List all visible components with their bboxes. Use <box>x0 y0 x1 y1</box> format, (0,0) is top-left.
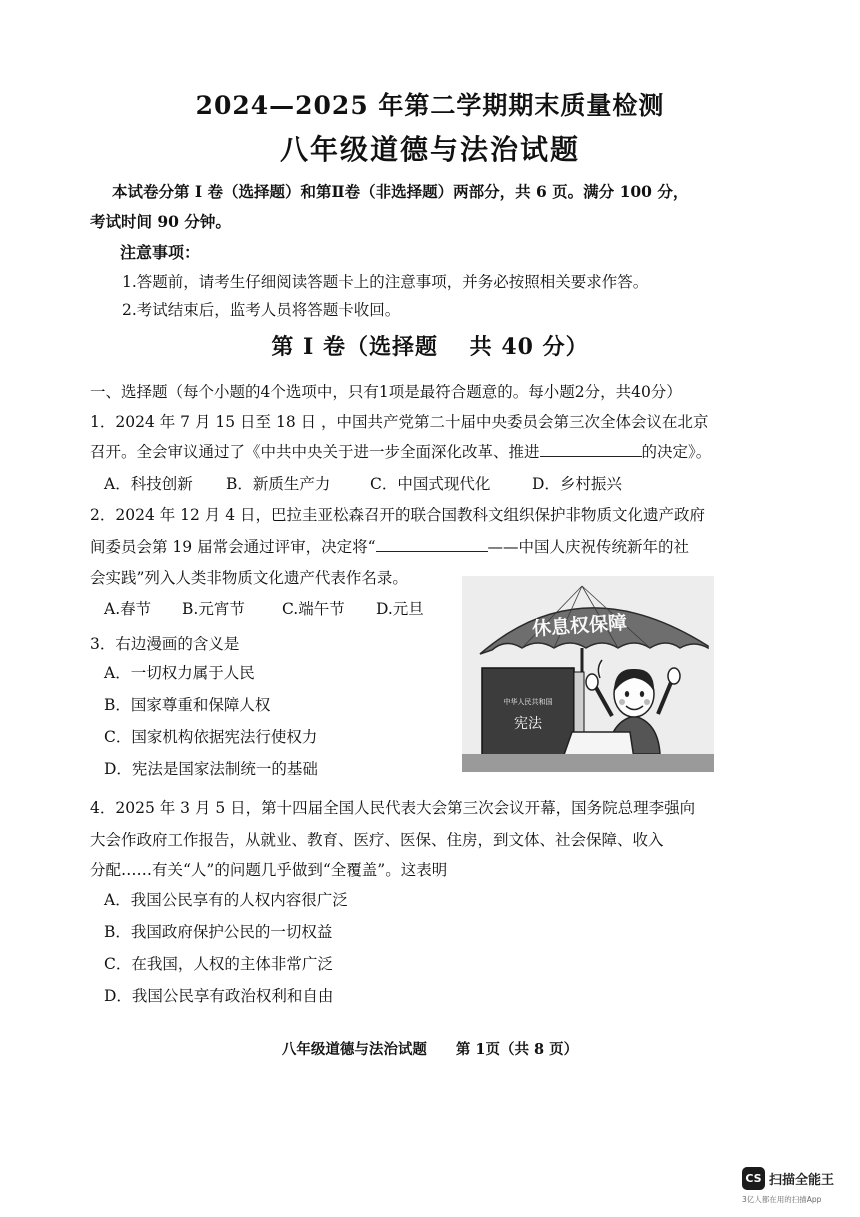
intro-line-1: 本试卷分第 I 卷（选择题）和第Ⅱ卷（非选择题）两部分，共 6 页。满分 100 分， <box>112 182 689 201</box>
section-instruction: 一、选择题（每个小题的4个选项中，只有1项是最符合题意的。每小题2分，共40分） <box>90 383 682 401</box>
question-1-text-before-blank: 召开。全会审议通过了《中共中央关于进一步全面深化改革、推进 <box>90 443 540 461</box>
question-1-blank <box>540 442 642 457</box>
question-4-option-c: C．在我国，人权的主体非常广泛 <box>104 955 333 973</box>
desk <box>462 754 714 772</box>
question-3-option-c: C．国家机构依据宪法行使权力 <box>104 728 318 746</box>
question-1-option-d: D．乡村振兴 <box>532 475 622 493</box>
question-3-option-a: A．一切权力属于人民 <box>104 664 255 682</box>
question-4-line-3: 分配……有关“人”的问题几乎做到“全覆盖”。这表明 <box>90 861 448 879</box>
question-1-line-2 <box>90 440 711 462</box>
question-1-option-a: A．科技创新 <box>104 475 193 493</box>
book-small-text: 中华人民共和国 <box>503 698 553 706</box>
question-2-text-after-blank: ——中国人庆祝传统新年的社 <box>487 538 690 556</box>
cartoon-illustration <box>462 576 714 772</box>
question-4-line-2: 大会作政府工作报告，从就业、教育、医疗、医保、住房，到文体、社会保障、收入 <box>90 831 664 849</box>
question-4-option-a: A．我国公民享有的人权内容很广泛 <box>104 891 348 909</box>
watermark-tagline: 3亿人都在用的扫描App <box>742 1195 822 1204</box>
question-2-blank <box>376 537 488 552</box>
umbrella-text: 休息权保障 <box>531 611 628 641</box>
question-3-option-b: B．国家尊重和保障人权 <box>104 696 271 714</box>
notice-item-2: 2.考试结束后，监考人员将答题卡收回。 <box>122 301 401 319</box>
person-left-cheek <box>619 699 625 705</box>
question-4-line-1: 4．2025 年 3 月 5 日，第十四届全国人民代表大会第三次会议开幕，国务院总理李强向 <box>90 799 696 817</box>
person-left-eye <box>625 691 629 697</box>
question-2-text-before-blank: 间委员会第 19 届常会通过评审，决定将“ <box>90 538 376 556</box>
intro-line-2: 考试时间 90 分钟。 <box>90 212 231 231</box>
question-2-option-c: C.端午节 <box>282 600 345 618</box>
question-2-line-1: 2．2024 年 12 月 4 日，巴拉圭亚松森召开的联合国教科文组织保护非物质文化遗产政府 <box>90 506 706 524</box>
question-4-option-d: D．我国公民享有政治权利和自由 <box>104 987 334 1005</box>
person-right-hand <box>668 668 680 684</box>
question-2-line-3: 会实践”列入人类非物质文化遗产代表作名录。 <box>90 569 408 587</box>
question-1-option-c: C．中国式现代化 <box>370 475 491 493</box>
scanner-watermark <box>742 1167 852 1207</box>
notice-item-1: 1.答题前，请考生仔细阅读答题卡上的注意事项，并务必按照相关要求作答。 <box>122 273 649 291</box>
question-4-option-b: B．我国政府保护公民的一切权益 <box>104 923 333 941</box>
question-3-stem: 3．右边漫画的含义是 <box>90 635 240 653</box>
section-title: 第 I 卷（选择题 共 40 分） <box>271 334 589 360</box>
exam-subtitle: 八年级道德与法治试题 <box>279 133 580 166</box>
watermark-app-name: 扫描全能王 <box>769 1173 835 1188</box>
question-1-option-b: B．新质生产力 <box>226 475 331 493</box>
question-2-option-d: D.元旦 <box>376 600 424 618</box>
notice-heading: 注意事项： <box>120 243 201 262</box>
person-left-hand <box>586 674 598 690</box>
question-2-option-a: A.春节 <box>104 600 152 618</box>
page-footer: 八年级道德与法治试题 第 1页（共 8 页） <box>281 1041 579 1058</box>
question-1-line-1: 1．2024 年 7 月 15 日至 18 日 ，中国共产党第二十届中央委员会第三次全体会议在北京 <box>90 413 709 431</box>
exam-title: 2024—2025 年第二学期期末质量检测 <box>195 91 665 120</box>
question-2-option-b: B.元宵节 <box>182 600 245 618</box>
person-right-cheek <box>644 699 650 705</box>
person-right-eye <box>640 691 644 697</box>
question-1-text-after-blank: 的决定》。 <box>641 443 712 461</box>
question-3-option-d: D．宪法是国家法制统一的基础 <box>104 760 318 778</box>
book-title: 宪法 <box>514 716 542 732</box>
question-2-line-2 <box>90 535 689 557</box>
watermark-logo-badge: CS <box>742 1167 765 1190</box>
